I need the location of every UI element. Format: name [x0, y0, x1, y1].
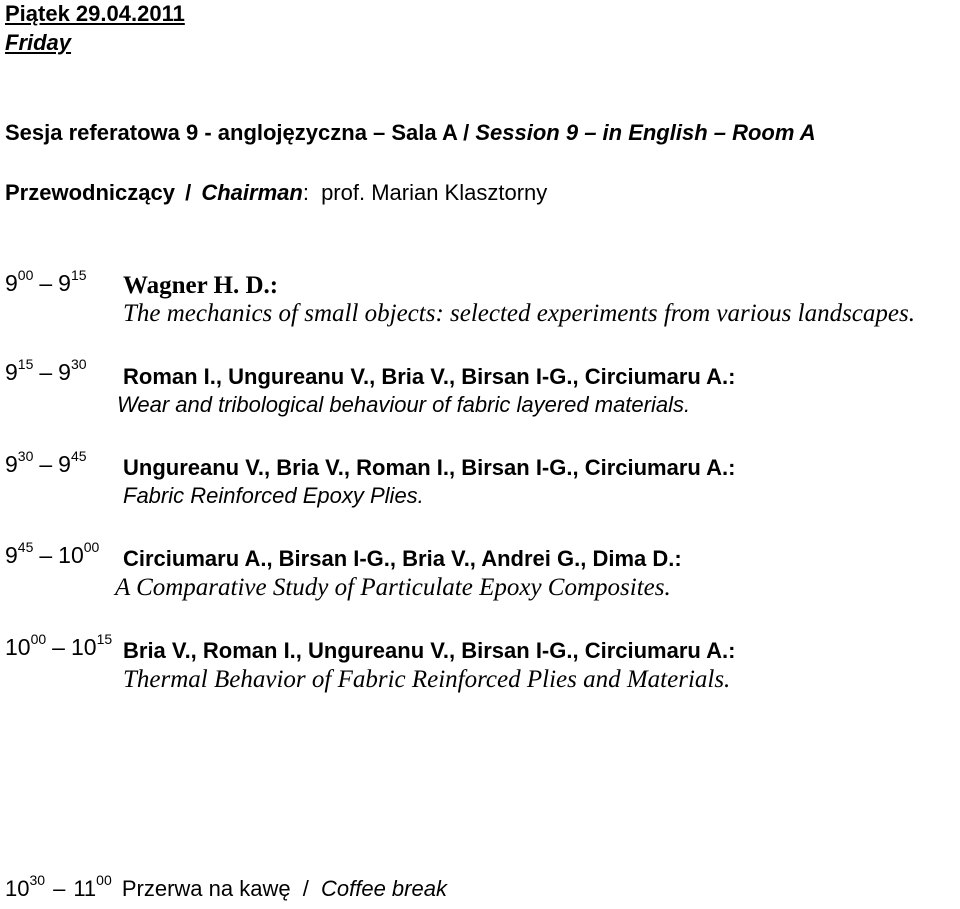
chair-name: prof. Marian Klasztorny	[321, 180, 548, 205]
talk-authors: Circiumaru A., Birsan I-G., Bria V., Andrei G., Dima D.:	[123, 546, 682, 571]
start-hour: 10	[5, 876, 30, 901]
start-hour: 9	[5, 451, 18, 477]
time-dash: –	[39, 359, 53, 385]
time-dash: –	[39, 542, 53, 568]
end-minutes: 45	[70, 448, 87, 464]
talk-time	[5, 267, 87, 297]
break-label-english: Coffee break	[320, 876, 447, 901]
start-hour: 10	[5, 634, 31, 660]
time-dash: –	[39, 451, 53, 477]
start-minutes: 45	[17, 539, 34, 555]
session-title-polish: Sesja referatowa 9 - anglojęzyczna – Sala A /	[5, 120, 470, 145]
start-minutes: 30	[17, 448, 34, 464]
time-dash: –	[52, 634, 65, 660]
end-minutes: 15	[96, 631, 113, 647]
talk-title: The mechanics of small objects: selected experiments from various landscapes.	[123, 300, 915, 327]
break-label-polish: Przerwa na kawę	[121, 876, 291, 901]
talk-authors: Ungureanu V., Bria V., Roman I., Birsan I-G., Circiumaru A.:	[123, 455, 736, 480]
talk-authors: Wagner H. D.:	[123, 272, 279, 299]
chair-label-english: Chairman	[201, 180, 303, 205]
date-polish: Piątek 29.04.2011	[5, 1, 185, 26]
session-title-english: Session 9 – in English – Room A	[475, 120, 816, 145]
end-hour: 9	[58, 270, 71, 296]
end-hour: 9	[58, 451, 71, 477]
chair-line	[5, 180, 547, 206]
chair-label-polish: Przewodniczący	[5, 180, 175, 205]
coffee-break	[5, 872, 447, 902]
end-minutes: 00	[83, 539, 100, 555]
talk-time	[5, 448, 87, 478]
start-minutes: 00	[17, 267, 34, 283]
talk-time	[5, 631, 113, 661]
date-english: Friday	[5, 30, 72, 55]
talk-time	[5, 356, 87, 386]
start-hour: 9	[5, 270, 18, 296]
start-minutes: 15	[17, 356, 34, 372]
talk-title: Wear and tribological behaviour of fabric layered materials.	[117, 392, 691, 417]
end-hour: 9	[58, 359, 71, 385]
time-dash: –	[39, 270, 53, 296]
break-separator: /	[302, 876, 309, 901]
talk-authors: Roman I., Ungureanu V., Bria V., Birsan I-G., Circiumaru A.:	[123, 364, 736, 389]
time-dash: –	[53, 876, 66, 901]
start-minutes: 00	[30, 631, 47, 647]
start-minutes: 30	[29, 872, 46, 888]
end-minutes: 00	[96, 872, 112, 888]
start-hour: 9	[5, 542, 18, 568]
end-hour: 11	[73, 876, 97, 901]
start-hour: 9	[5, 359, 18, 385]
end-minutes: 15	[70, 267, 87, 283]
talk-authors: Bria V., Roman I., Ungureanu V., Birsan I-G., Circiumaru A.:	[123, 638, 736, 663]
end-hour: 10	[58, 542, 84, 568]
talk-title: Thermal Behavior of Fabric Reinforced Plies and Materials.	[123, 666, 731, 693]
end-minutes: 30	[70, 356, 87, 372]
session-title	[5, 120, 816, 146]
talk-title: Fabric Reinforced Epoxy Plies.	[123, 483, 424, 508]
end-hour: 10	[70, 634, 97, 660]
chair-separator: /	[185, 180, 192, 205]
talk-time	[5, 539, 100, 569]
talk-title: A Comparative Study of Particulate Epoxy Composites.	[115, 574, 671, 601]
chair-colon: :	[302, 180, 309, 205]
